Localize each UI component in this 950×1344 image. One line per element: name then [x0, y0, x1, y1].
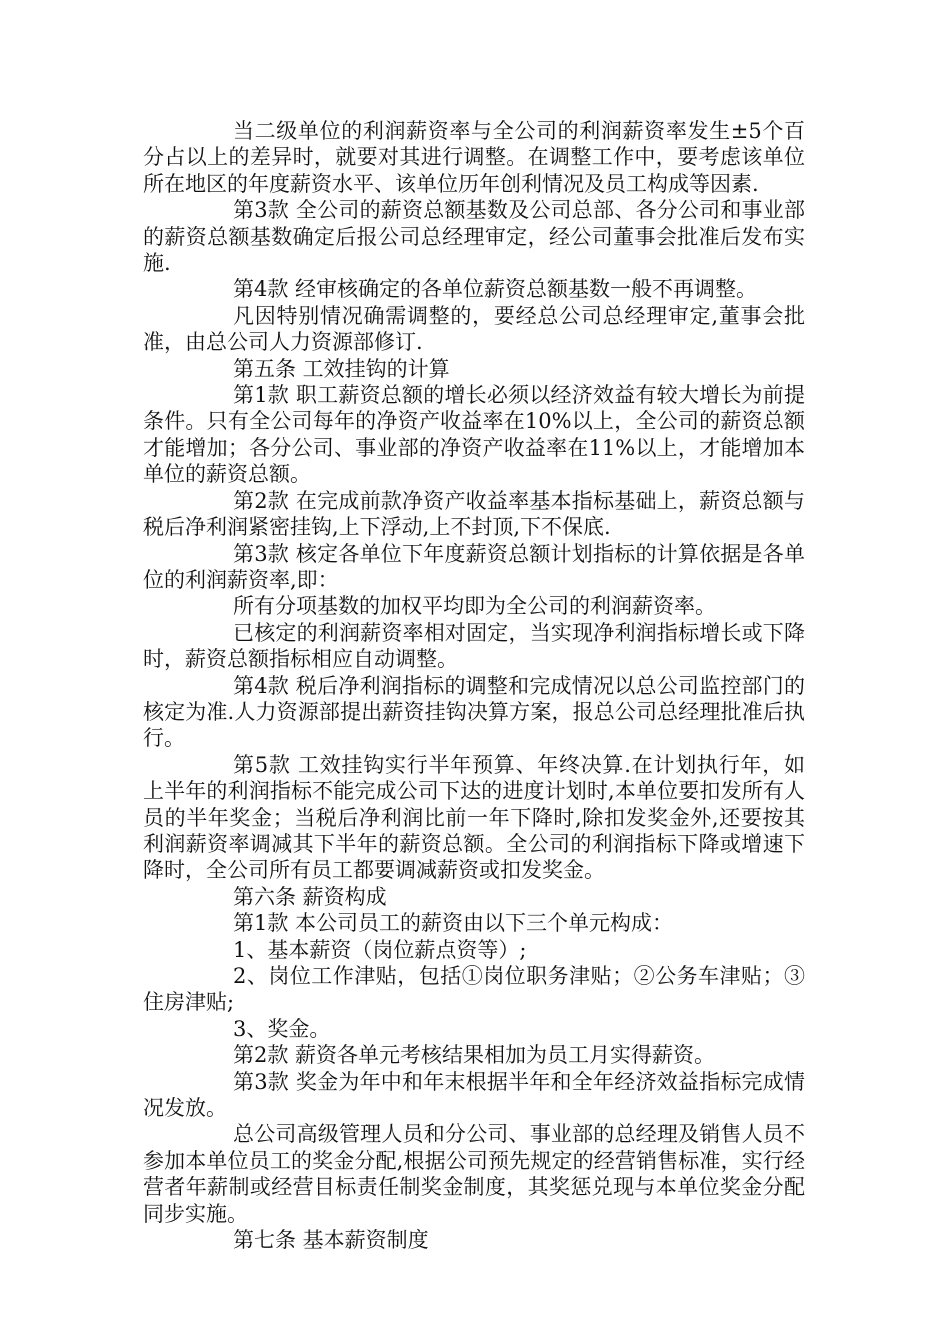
paragraph: 第3款 核定各单位下年度薪资总额计划指标的计算依据是各单位的利润薪资率,即：	[143, 541, 805, 592]
paragraph: 第5款 工效挂钩实行半年预算、年终决算.在计划执行年，如上半年的利润指标不能完成公司下达的进度计划时,本单位要扣发所有人员的半年奖金；当税后净利润比前一年下降时,除扣发奖金外,还要按其利润薪资率调减其下半年的薪资总额。全公司的利润指标下降或增速下降时，全公司所有员工都要调减薪资或扣发奖金。	[143, 752, 805, 883]
section-heading: 第五条 工效挂钩的计算	[233, 356, 450, 381]
section-heading: 第七条 基本薪资制度	[233, 1228, 429, 1253]
paragraph: 当二级单位的利润薪资率与全公司的利润薪资率发生±5个百分占以上的差异时，就要对其进行调整。在调整工作中，要考虑该单位所在地区的年度薪资水平、该单位历年创利情况及员工构成等因素.	[143, 119, 805, 196]
document-body	[143, 118, 805, 1253]
paragraph: 第4款 税后净利润指标的调整和完成情况以总公司监控部门的核定为准.人力资源部提出薪资挂钩决算方案，报总公司总经理批准后执行。	[143, 673, 805, 751]
paragraph: 总公司高级管理人员和分公司、事业部的总经理及销售人员不参加本单位员工的奖金分配,根据公司预先规定的经营销售标准，实行经营者年薪制或经营目标责任制奖金制度，其奖惩兑现与本单位奖金分配同步实施。	[143, 1122, 805, 1226]
paragraph: 第4款 经审核确定的各单位薪资总额基数一般不再调整。	[233, 277, 758, 302]
paragraph: 第2款 在完成前款净资产收益率基本指标基础上，薪资总额与税后净利润紧密挂钩,上下浮动,上不封顶,下不保底.	[143, 488, 805, 540]
paragraph: 第3款 奖金为年中和年末根据半年和全年经济效益指标完成情况发放。	[143, 1069, 805, 1121]
list-item: 1、基本薪资（岗位薪点资等）;	[233, 937, 527, 962]
paragraph: 凡因特别情况确需调整的，要经总公司总经理审定,董事会批准，由总公司人力资源部修订.	[143, 303, 805, 355]
section-heading: 第六条 薪资构成	[233, 884, 387, 909]
paragraph: 第3款 全公司的薪资总额基数及公司总部、各分公司和事业部的薪资总额基数确定后报公司总经理审定，经公司董事会批准后发布实施.	[143, 198, 805, 276]
paragraph: 第2款 薪资各单元考核结果相加为员工月实得薪资。	[233, 1043, 716, 1068]
list-item: 3、奖金。	[233, 1016, 331, 1041]
paragraph: 第1款 职工薪资总额的增长必须以经济效益有较大增长为前提条件。只有全公司每年的净资产收益率在10%以上，全公司的薪资总额才能增加；各分公司、事业部的净资产收益率在11%以上，才能增加本单位的薪资总额。	[143, 383, 805, 487]
paragraph: 已核定的利润薪资率相对固定，当实现净利润指标增长或下降时，薪资总额指标相应自动调整。	[143, 620, 805, 672]
paragraph: 第1款 本公司员工的薪资由以下三个单元构成：	[233, 911, 674, 936]
paragraph: 所有分项基数的加权平均即为全公司的利润薪资率。	[233, 594, 716, 619]
list-item: 2、岗位工作津贴，包括①岗位职务津贴；②公务车津贴；③住房津贴;	[143, 964, 805, 1015]
